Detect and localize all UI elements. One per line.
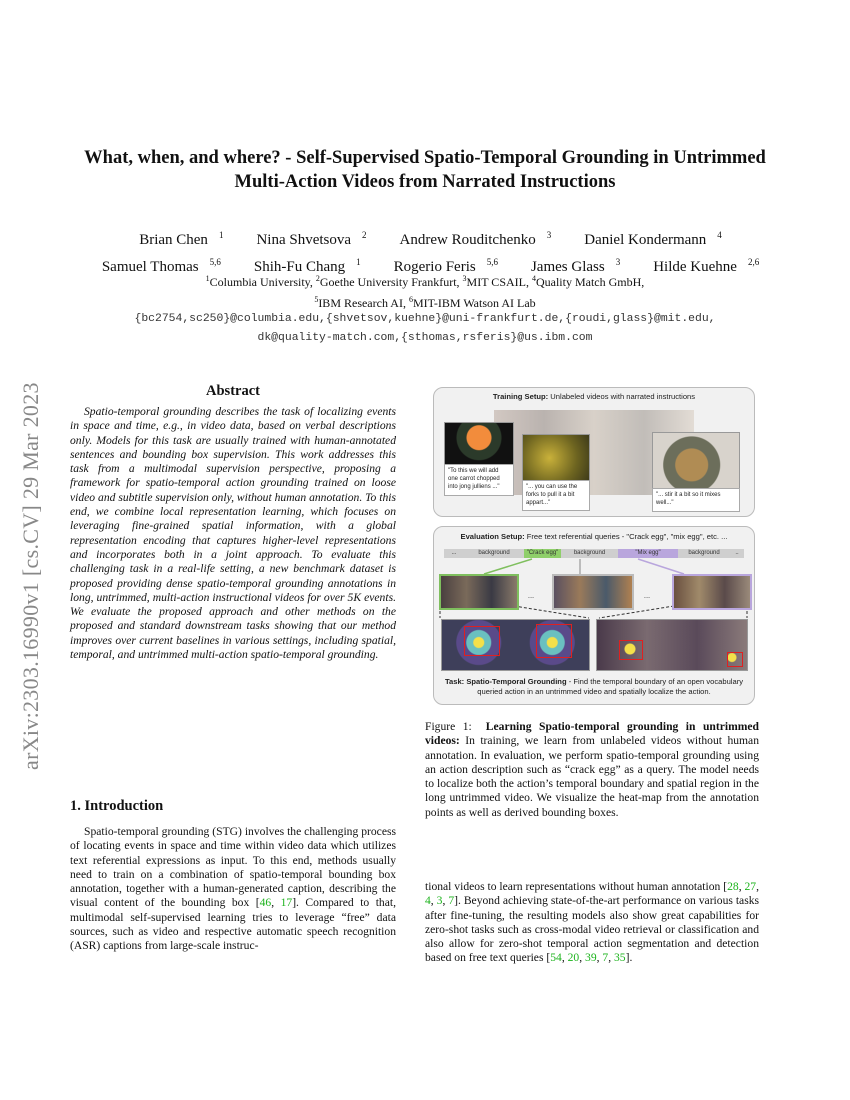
affiliation-mark: 1 <box>205 274 210 283</box>
ellipsis: ... <box>527 591 535 600</box>
training-title-text: Unlabeled videos with narrated instructions <box>548 392 696 401</box>
background-frames <box>552 574 634 610</box>
intro-text: ]. Compared to that, multimodal self-supervised learning tries to leverage “free” data sources, such as video and respective automatic speech recognition (ASR) captions from large-scale instruc- <box>70 896 396 953</box>
eval-title-bold: Evaluation Setup: <box>460 532 525 541</box>
video-thumbnail-forks <box>522 434 590 482</box>
training-setup-panel <box>433 387 755 517</box>
video-thumbnail-stir <box>652 432 740 492</box>
timeline-segment-background: background <box>688 550 720 556</box>
affiliation-mark: 5 <box>314 295 319 304</box>
citation-link[interactable]: 17 <box>280 896 293 910</box>
timeline-segment-crack-egg: "Crack egg" <box>524 549 561 558</box>
narration-quote: "... stir it a bit so it mixes well..." <box>652 488 740 512</box>
affiliation-name: Quality Match GmbH, <box>535 275 645 289</box>
introduction-paragraph <box>70 825 396 954</box>
timeline-segment: ... <box>451 550 457 556</box>
citation-link[interactable]: 54 <box>550 951 562 965</box>
right-column-paragraph: tional videos to learn representations without human annotation [28, 27, 4, 3, 7]. Beyond achieving state-of-the-art performance on various tasks after fine-tuning, the resulting models also show great capabilities for zero-shot tasks such as cross-modal video retrieval or classification and also allow for zero-shot temporal action segmentation and detection based on free text queries [54, 20, 39, 7, 35]. <box>425 880 760 965</box>
affiliations-line-1 <box>60 270 790 291</box>
citation-link[interactable]: 3 <box>436 894 443 908</box>
author-name: Rogerio Feris <box>393 259 476 275</box>
evaluation-setup-panel <box>433 526 755 705</box>
paper-title: What, when, and where? - Self-Supervised Spatio-Temporal Grounding in Untrimmed Multi-Action Videos from Narrated Instructions <box>84 148 766 192</box>
video-thumbnail-carrot <box>444 422 514 466</box>
author-affiliation-mark: 1 <box>218 230 224 240</box>
task-description <box>434 677 754 697</box>
intro-text: Spatio-temporal grounding (STG) involves the challenging process of locating events in space and time within video data which utilizes text referential expressions as input. To this end, methods usually need to train on a combination of spatio-temporal bounding box annotation, together with a human-generated caption, describing the visual content of the bounding box [ <box>70 825 396 910</box>
affiliation-mark: 4 <box>531 274 536 283</box>
abstract-text: Spatio-temporal grounding describes the task of localizing events in space and time, e.g., in video data, based on verbal descriptions only. Models for this task are usually trained with human-annotated sentences and bounding box supervision. This work addresses this task from a multimodal supervision perspective, proposing a framework for spatio-temporal action grounding trained on loose video and subtitle supervision only, without human annotation. To this end, we combine local representation learning, which focuses on leveraging fine-grained spatial information, with a global representation encoding that captures higher-level representations and incorporates both in a joint approach. To evaluate this challenging task in a real-life setting, a new benchmark dataset is proposed providing dense spatio-temporal grounding annotations in long, untrimmed, multi-action instructional videos for over 5K events. We evaluate the proposed approach and other methods on the proposed and standard downstream tasks showing that our method improves over current baselines in various settings, including spatial, temporal, and untrimmed multi-action spatio-temporal grounding. <box>70 405 396 662</box>
citation-link[interactable]: 7 <box>602 951 609 965</box>
author-name: Nina Shvetsova <box>256 232 352 248</box>
citation-link[interactable]: 27 <box>744 880 757 893</box>
abstract-heading: Abstract <box>206 383 260 399</box>
affiliation-mark: 6 <box>408 295 413 304</box>
intro-text: , <box>271 896 281 910</box>
author-name: James Glass <box>530 259 605 275</box>
author-affiliation-mark: 5,6 <box>209 257 221 267</box>
affiliation-mark: 3 <box>462 274 467 283</box>
timeline-bar <box>444 549 744 558</box>
narration-quote: "... you can use the forks to pull it a bit appart..." <box>522 480 590 511</box>
affiliations <box>60 270 790 312</box>
evaluation-setup-title <box>434 532 754 541</box>
citation-link[interactable]: 39 <box>585 951 597 965</box>
author-name: Brian Chen <box>139 232 208 248</box>
introduction-heading: 1. Introduction <box>70 798 164 814</box>
training-title-bold: Training Setup: <box>492 392 549 401</box>
author-name: Daniel Kondermann <box>584 232 707 248</box>
affiliation-name: MIT-IBM Watson AI Lab <box>412 296 536 310</box>
emails-line-1: {bc2754,sc250}@columbia.edu,{shvetsov,kuehne}@uni-frankfurt.de,{roudi,glass}@mit.edu, <box>134 313 716 325</box>
citation-link[interactable]: 4 <box>425 894 431 908</box>
author-affiliation-mark: 2,6 <box>747 257 760 267</box>
affiliation-name: MIT CSAIL, <box>466 275 532 289</box>
citation-link[interactable]: 20 <box>567 951 580 965</box>
crack-egg-heatmap <box>441 619 590 671</box>
caption-label: Figure 1: <box>425 720 472 733</box>
task-text: - Find the temporal boundary of an open vocabulary queried action in an untrimmed video and spatially localize the action. <box>477 677 744 696</box>
bounding-box <box>536 624 572 658</box>
task-title: Task: Spatio-Temporal Grounding <box>444 677 567 686</box>
crack-egg-frames <box>439 574 519 610</box>
author-affiliation-mark: 4 <box>717 230 722 240</box>
author-affiliation-mark: 5,6 <box>486 257 498 267</box>
training-setup-title <box>434 392 754 401</box>
author <box>389 232 552 248</box>
timeline-segment-background: background <box>478 550 510 556</box>
emails-line-2: dk@quality-match.com,{sthomas,rsferis}@us.ibm.com <box>257 332 593 344</box>
affiliation-name: Goethe University Frankfurt, <box>319 275 463 289</box>
mix-egg-heatmap <box>596 619 748 671</box>
figure-caption <box>425 720 759 820</box>
timeline-segment: .. <box>735 550 739 556</box>
author-affiliation-mark: 1 <box>356 257 361 267</box>
bounding-box <box>727 652 743 667</box>
author-name: Andrew Rouditchenko <box>399 232 536 248</box>
timeline-segment-mix-egg: "Mix egg" <box>618 549 678 558</box>
author <box>245 232 366 248</box>
affiliation-name: Columbia University, <box>209 275 316 289</box>
affiliation-mark: 2 <box>315 274 320 283</box>
ellipsis: ... <box>643 591 651 600</box>
citation-link[interactable]: 46 <box>259 896 272 910</box>
author-name: Samuel Thomas <box>101 259 199 275</box>
affiliations-line-2 <box>60 291 790 312</box>
timeline-segment-background: background <box>573 550 606 556</box>
author-name: Shih-Fu Chang <box>253 259 346 275</box>
author-affiliation-mark: 3 <box>615 257 621 267</box>
caption-text: In training, we learn from unlabeled videos without human annotation. In evaluation, we perform spatio-temporal grounding using an action description such as “crack egg” as a query. The model needs to localize both the action’s temporal boundary and spatial region in the long untrimmed video. We visualize the heat-map from the annotation points as well as derived bounding boxes. <box>425 734 759 819</box>
authors-row-1 <box>60 224 790 251</box>
author-affiliation-mark: 2 <box>362 230 367 240</box>
body-text: ]. Beyond achieving state-of-the-art performance on various tasks after fine-tuning, the resulting models also show great capabilities for zero-shot tasks such as cross-modal video retrieval or classification and also allow for zero-shot temporal action segmentation and detection based on free text queries [ <box>425 894 760 965</box>
citation-link[interactable]: 35 <box>614 951 626 965</box>
arxiv-identifier: arXiv:2303.16990v1 [cs.CV] 29 Mar 2023 <box>18 382 43 770</box>
affiliation-name: IBM Research AI, <box>318 296 409 310</box>
bounding-box <box>464 626 500 656</box>
author <box>573 232 722 248</box>
caption-bold: Learning Spatio-temporal grounding in untrimmed videos: <box>425 720 759 748</box>
body-text: tional videos to learn representations without human annotation [ <box>425 880 728 893</box>
narration-quote: "To this we will add one carrot chopped into jong julliens ..." <box>444 464 514 496</box>
eval-title-text: Free text referential queries - "Crack egg", "mix egg", etc. ... <box>524 532 728 541</box>
citation-link[interactable]: 28 <box>727 880 739 893</box>
mix-egg-frames <box>672 574 752 610</box>
citation-link[interactable]: 7 <box>448 894 455 908</box>
author-name: Hilde Kuehne <box>653 259 737 275</box>
bounding-box <box>619 640 643 660</box>
body-text: ]. <box>625 951 633 965</box>
author-affiliation-mark: 3 <box>546 230 552 240</box>
emails <box>60 310 790 348</box>
author <box>128 232 223 248</box>
